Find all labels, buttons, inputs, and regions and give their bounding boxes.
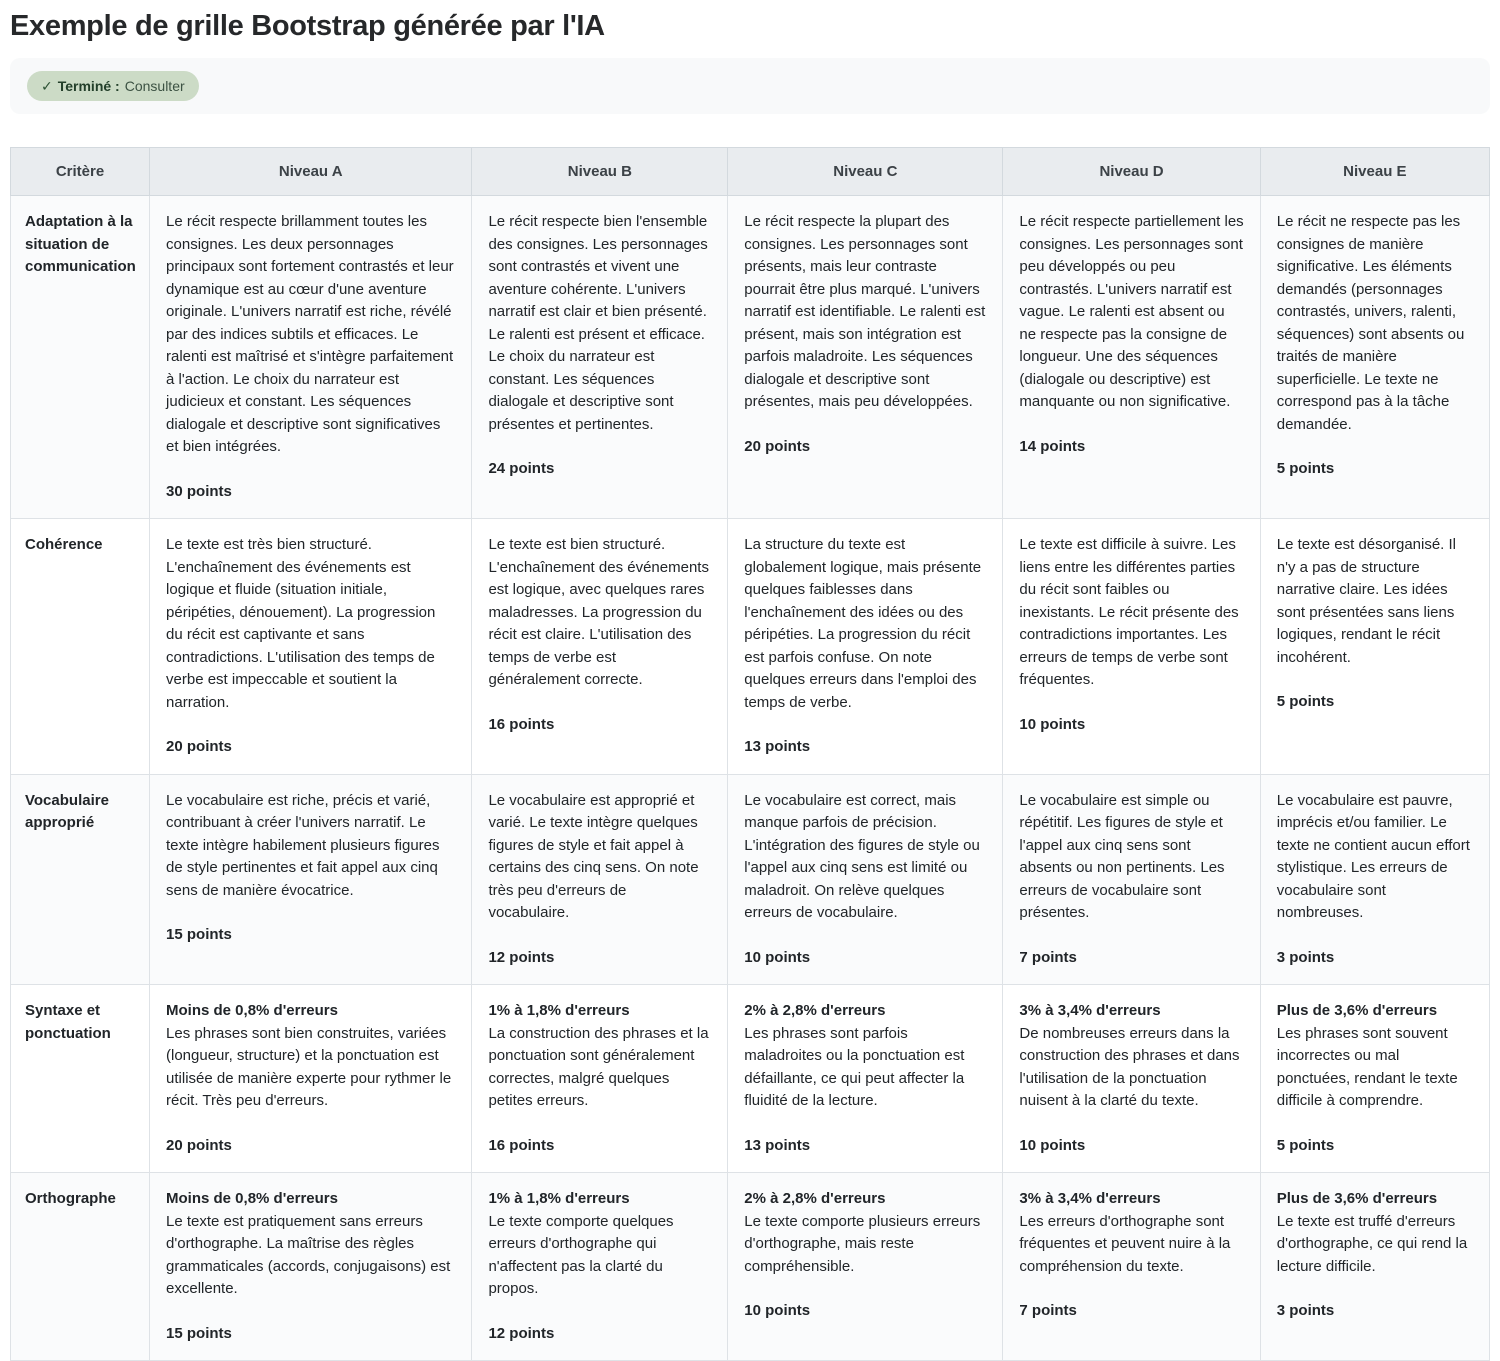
column-header-1: Niveau A xyxy=(150,148,472,196)
criterion-label: Cohérence xyxy=(11,519,150,775)
points-value: 24 points xyxy=(488,460,555,477)
points-value: 20 points xyxy=(166,738,232,755)
points-value: 7 points xyxy=(1019,1302,1077,1319)
level-cell xyxy=(1260,196,1489,519)
level-cell xyxy=(150,519,472,775)
level-cell xyxy=(472,519,728,775)
level-cell xyxy=(1003,1173,1260,1361)
criterion-label: Adaptation à la situation de communication xyxy=(11,196,150,519)
points-value: 3 points xyxy=(1276,1302,1335,1319)
level-description: Les erreurs d'orthographe sont fréquentes et peuvent nuire à la compréhension du texte. xyxy=(1019,1212,1231,1275)
level-cell xyxy=(1260,1173,1489,1361)
points-value: 14 points xyxy=(1019,437,1086,455)
level-cell xyxy=(150,985,472,1173)
level-description: Le vocabulaire est pauvre, imprécis et/ou familier. Le texte ne contient aucun effort stylistique. Les erreurs de vocabulaire sont nombreuses. xyxy=(1276,791,1470,921)
error-rate-lead: Plus de 3,6% d'erreurs xyxy=(1276,1002,1438,1019)
error-rate-lead: 3% à 3,4% d'erreurs xyxy=(1019,1002,1161,1019)
points-value: 13 points xyxy=(744,738,811,755)
level-description: Le texte est pratiquement sans erreurs d'orthographe. La maîtrise des règles grammaticales (accords, conjugaisons) est excellente. xyxy=(166,1212,451,1297)
level-description: Le récit respecte bien l'ensemble des consignes. Les personnages sont contrastés et vivent une aventure cohérente. L'univers narratif est clair et bien présenté. Le ralenti est présent et efficace. Le choix du narrateur est constant. Les séquences dialogale et descriptive sont présentes et pertinentes. xyxy=(488,213,708,433)
header-row xyxy=(11,148,1490,196)
level-description: La construction des phrases et la ponctuation sont généralement correctes, malgré quelques petites erreurs. xyxy=(488,1024,709,1109)
level-description: Le vocabulaire est correct, mais manque parfois de précision. L'intégration des figures de style ou l'appel aux cinq sens est limité ou maladroit. On relève quelques erreurs de vocabulaire. xyxy=(744,791,980,921)
points-value: 3 points xyxy=(1276,948,1335,966)
page-title: Exemple de grille Bootstrap générée par l'IA xyxy=(10,10,605,42)
points-value: 16 points xyxy=(488,715,555,733)
level-cell xyxy=(472,1173,728,1361)
points-value: 15 points xyxy=(166,1324,232,1342)
error-rate-lead: 1% à 1,8% d'erreurs xyxy=(488,1190,630,1207)
level-description: Le texte est très bien structuré. L'enchaînement des événements est logique et fluide (situation initiale, péripéties, dénouement). La progression du récit est captivante et sans contradictions. L'utilisation des temps de verbe est impeccable et soutient la narration. xyxy=(166,536,436,711)
table-row xyxy=(11,196,1490,519)
rubric-table xyxy=(10,147,1490,1361)
table-row xyxy=(11,985,1490,1173)
level-cell xyxy=(150,196,472,519)
level-description: Le récit ne respecte pas les consignes de manière significative. Les éléments demandés (personnages contrastés, univers, ralenti, séquences) sont absents ou traités de manière superficielle. Le texte ne correspond pas à la tâche demandée. xyxy=(1276,213,1465,433)
level-cell xyxy=(728,1173,1003,1361)
criterion-label: Vocabulaire approprié xyxy=(11,774,150,985)
level-description: Les phrases sont parfois maladroites ou la ponctuation est défaillante, ce qui peut affecter la fluidité de la lecture. xyxy=(744,1024,965,1109)
error-rate-lead: Moins de 0,8% d'erreurs xyxy=(166,1002,338,1019)
level-description: Le récit respecte partiellement les consignes. Les personnages sont peu développés ou peu contrastés. L'univers narratif est vague. Le ralenti est absent ou ne respecte pas la consigne de longueur. Une des séquences (dialogale ou descriptive) est manquante ou non significative. xyxy=(1019,213,1244,410)
level-cell xyxy=(1260,985,1489,1173)
completion-action-label: Consulter xyxy=(124,78,185,94)
points-value: 30 points xyxy=(166,482,232,500)
level-cell xyxy=(728,196,1003,519)
completion-status-label: Terminé : xyxy=(57,78,120,94)
level-cell xyxy=(150,774,472,985)
level-description: Le texte est désorganisé. Il n'y a pas de structure narrative claire. Les idées sont présentées sans liens logiques, rendant le récit incohérent. xyxy=(1276,536,1457,666)
level-description: Le texte est truffé d'erreurs d'orthographe, ce qui rend la lecture difficile. xyxy=(1276,1212,1468,1275)
level-description: De nombreuses erreurs dans la construction des phrases et dans l'utilisation de la ponctuation nuisent à la clarté du texte. xyxy=(1019,1024,1240,1109)
level-cell xyxy=(1003,519,1260,775)
error-rate-lead: Plus de 3,6% d'erreurs xyxy=(1276,1190,1438,1207)
level-description: Les phrases sont bien construites, variées (longueur, structure) et la ponctuation est utilisée de manière experte pour rythmer le récit. Très peu d'erreurs. xyxy=(166,1024,452,1109)
table-row xyxy=(11,1173,1490,1361)
column-header-5: Niveau E xyxy=(1260,148,1489,196)
level-cell xyxy=(472,774,728,985)
level-cell xyxy=(1003,196,1260,519)
column-header-3: Niveau C xyxy=(728,148,1003,196)
criterion-label: Syntaxe et ponctuation xyxy=(11,985,150,1173)
check-icon: ✓ xyxy=(41,78,53,94)
level-description: Le vocabulaire est simple ou répétitif. Les figures de style et l'appel aux cinq sens sont absents ou non pertinents. Les erreurs de vocabulaire sont présentes. xyxy=(1019,791,1225,921)
level-description: Les phrases sont souvent incorrectes ou mal ponctuées, rendant le texte difficile à comprendre. xyxy=(1276,1024,1458,1109)
points-value: 10 points xyxy=(744,1302,811,1319)
level-cell xyxy=(728,519,1003,775)
error-rate-lead: Moins de 0,8% d'erreurs xyxy=(166,1190,338,1207)
level-description: Le texte est difficile à suivre. Les liens entre les différentes parties du récit sont faibles ou inexistants. Le récit présente des contradictions importantes. Les erreurs de temps de verbe sont fréquentes. xyxy=(1019,536,1239,688)
rubric-table-body xyxy=(11,196,1490,1361)
level-description: Le vocabulaire est riche, précis et varié, contribuant à créer l'univers narratif. Le texte intègre habilement plusieurs figures de style pertinentes et fait appel aux cinq sens de manière évocatrice. xyxy=(166,791,440,899)
points-value: 15 points xyxy=(166,926,232,943)
table-row xyxy=(11,519,1490,775)
points-value: 12 points xyxy=(488,1324,555,1342)
points-value: 5 points xyxy=(1276,693,1335,710)
level-cell xyxy=(728,985,1003,1173)
level-cell xyxy=(1260,774,1489,985)
error-rate-lead: 2% à 2,8% d'erreurs xyxy=(744,1190,886,1207)
level-cell xyxy=(472,985,728,1173)
criterion-label: Orthographe xyxy=(11,1173,150,1361)
points-value: 10 points xyxy=(1019,1136,1086,1154)
level-description: Le récit respecte brillamment toutes les consignes. Les deux personnages principaux sont fortement contrastés et leur dynamique est au cœur d'une aventure originale. L'univers narratif est riche, révélé par des indices subtils et efficaces. Le ralenti est maîtrisé et s'intègre parfaitement à l'action. Le choix du narrateur est judicieux et constant. Les séquences dialogale et descriptive sont significatives et bien intégrées. xyxy=(166,213,454,455)
level-description: Le texte comporte plusieurs erreurs d'orthographe, mais reste compréhensible. xyxy=(744,1212,981,1275)
level-cell xyxy=(1260,519,1489,775)
points-value: 10 points xyxy=(1019,715,1086,733)
level-cell xyxy=(150,1173,472,1361)
completion-banner xyxy=(10,58,1490,114)
table-row xyxy=(11,774,1490,985)
points-value: 20 points xyxy=(166,1136,232,1154)
level-description: Le récit respecte la plupart des consignes. Les personnages sont présents, mais leur contraste pourrait être plus marqué. L'univers narratif est identifiable. Le ralenti est présent, mais son intégration est parfois maladroite. Les séquences dialogale et descriptive sont présentes, mais peu développées. xyxy=(744,213,986,410)
error-rate-lead: 3% à 3,4% d'erreurs xyxy=(1019,1190,1161,1207)
column-header-4: Niveau D xyxy=(1003,148,1260,196)
points-value: 12 points xyxy=(488,948,555,966)
column-header-0: Critère xyxy=(11,148,150,196)
points-value: 20 points xyxy=(744,437,811,455)
error-rate-lead: 2% à 2,8% d'erreurs xyxy=(744,1002,886,1019)
points-value: 5 points xyxy=(1276,1136,1335,1154)
points-value: 7 points xyxy=(1019,948,1077,966)
column-header-2: Niveau B xyxy=(472,148,728,196)
level-cell xyxy=(728,774,1003,985)
level-cell xyxy=(472,196,728,519)
points-value: 5 points xyxy=(1276,460,1335,477)
level-description: Le texte comporte quelques erreurs d'orthographe qui n'affectent pas la clarté du propos. xyxy=(488,1212,674,1297)
level-cell xyxy=(1003,985,1260,1173)
completion-badge[interactable] xyxy=(27,71,199,101)
error-rate-lead: 1% à 1,8% d'erreurs xyxy=(488,1002,630,1019)
level-cell xyxy=(1003,774,1260,985)
level-description: Le vocabulaire est approprié et varié. Le texte intègre quelques figures de style et fait appel à certains des cinq sens. On note très peu d'erreurs de vocabulaire. xyxy=(488,791,699,921)
points-value: 10 points xyxy=(744,948,811,966)
level-description: La structure du texte est globalement logique, mais présente quelques faiblesses dans l'enchaînement des idées ou des péripéties. La progression du récit est parfois confuse. On note quelques erreurs dans l'emploi des temps de verbe. xyxy=(744,536,982,711)
level-description: Le texte est bien structuré. L'enchaînement des événements est logique, avec quelques rares maladresses. La progression du récit est claire. L'utilisation des temps de verbe est généralement correcte. xyxy=(488,536,709,688)
points-value: 16 points xyxy=(488,1136,555,1154)
points-value: 13 points xyxy=(744,1136,811,1154)
